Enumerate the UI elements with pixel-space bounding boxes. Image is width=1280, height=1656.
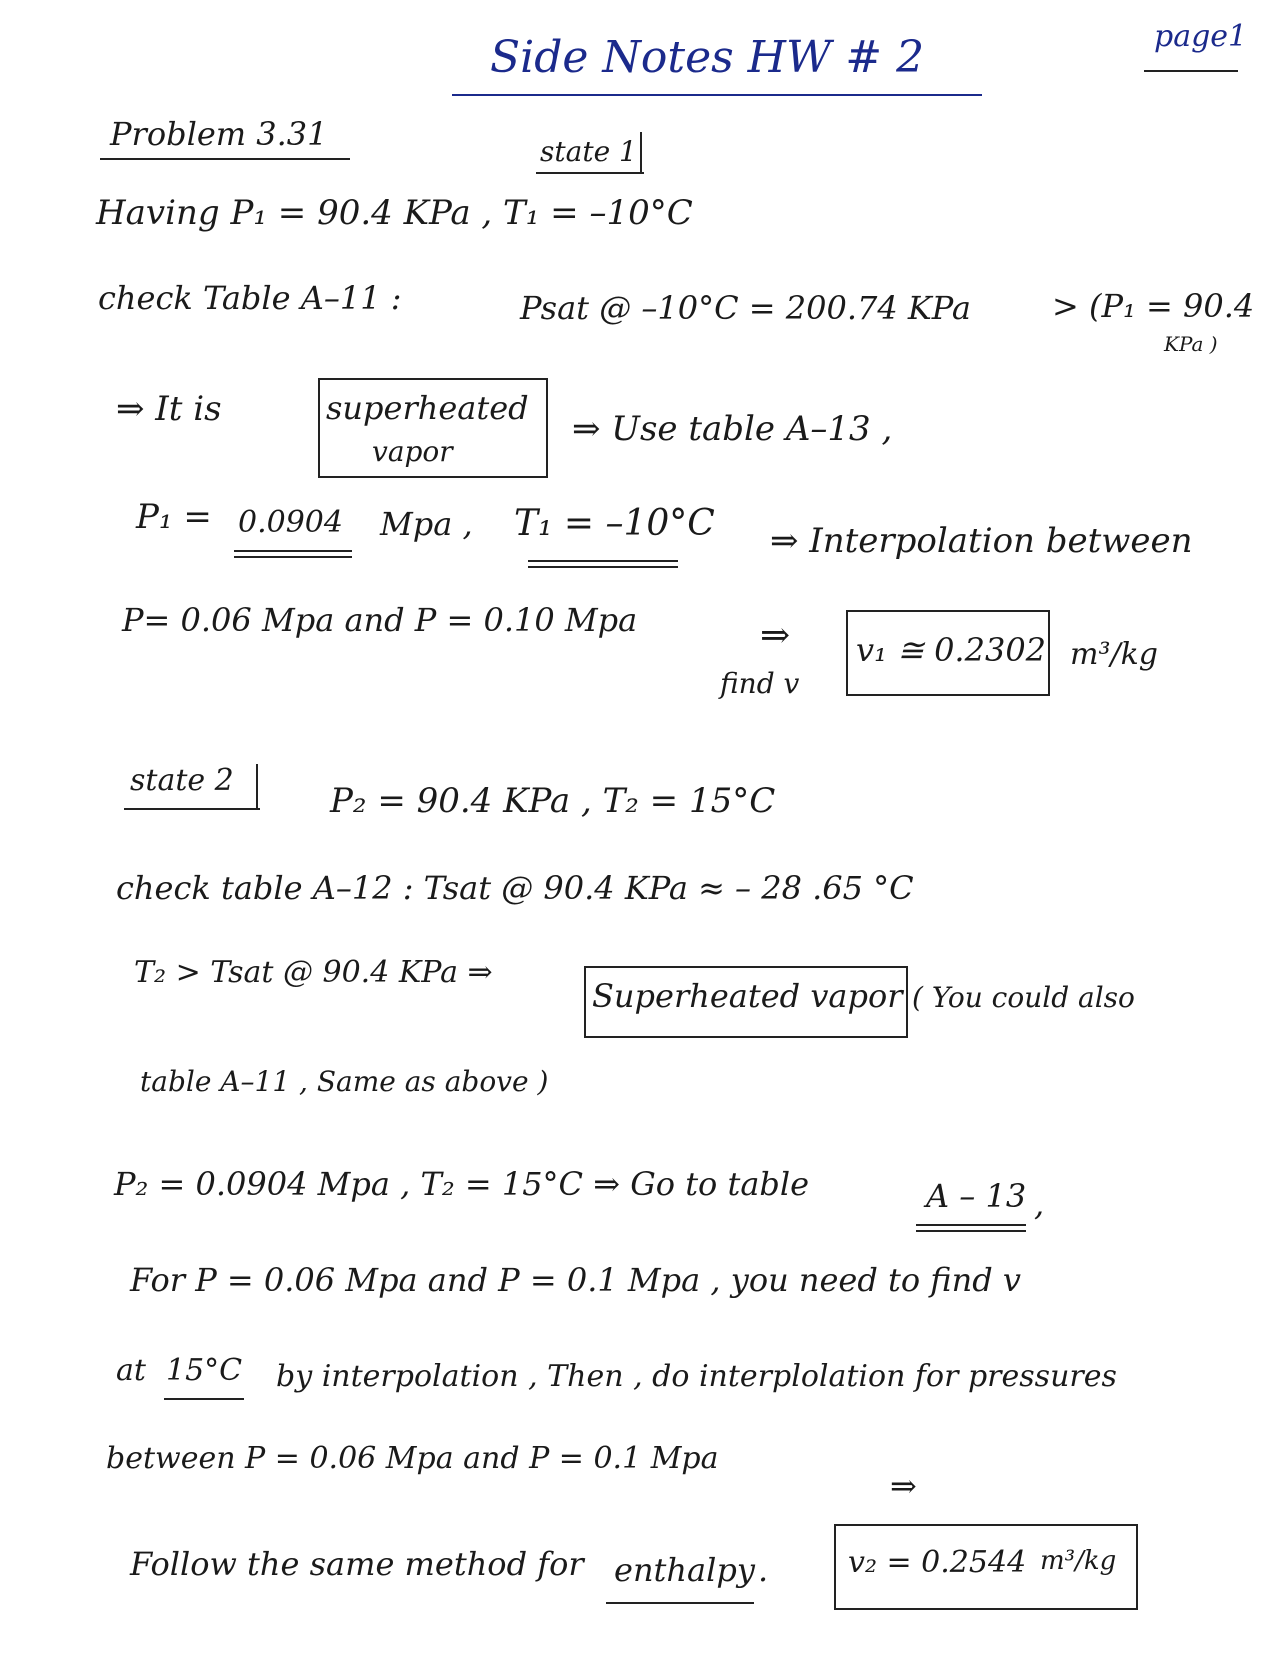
a13-underline: [916, 1224, 1026, 1226]
state2-at-lead: at: [116, 1353, 146, 1388]
state2-superheated: Superheated vapor: [592, 977, 903, 1015]
state2-given: P₂ = 90.4 KPa , T₂ = 15°C: [330, 781, 776, 821]
state1-find-v: find v: [720, 667, 800, 700]
problem-label: Problem 3.31: [110, 115, 328, 153]
state2-arrow: ⇒: [890, 1467, 917, 1505]
state2-a13-comma: ,: [1034, 1185, 1045, 1223]
state2-a13: A – 13: [926, 1177, 1027, 1215]
state1-it-is: ⇒ It is: [116, 389, 222, 429]
state1-label-tick: [640, 132, 642, 172]
state1-between: P= 0.06 Mpa and P = 0.10 Mpa: [122, 601, 638, 639]
state2-label-tick: [256, 764, 258, 808]
state2-label: state 2: [130, 763, 234, 798]
state1-use-table: ⇒ Use table A–13 ,: [572, 409, 893, 449]
state2-enthalpy: enthalpy: [614, 1551, 755, 1589]
state2-note2: table A–11 , Same as above ): [140, 1065, 549, 1098]
state1-check-compare: > (P₁ = 90.4: [1052, 287, 1255, 325]
state1-check-lhs: check Table A–11 :: [98, 279, 402, 317]
state1-result: v₁ ≅ 0.2302: [856, 631, 1047, 669]
t1-underline-2: [528, 566, 678, 568]
state2-result-unit: m³/kg: [1040, 1546, 1117, 1576]
state2-at-temp: 15°C: [166, 1353, 243, 1388]
page-number: page1: [1154, 19, 1248, 54]
state1-having: Having P₁ = 90.4 KPa , T₁ = –10°C: [96, 193, 693, 233]
state2-result: v₂ = 0.2544: [848, 1545, 1027, 1580]
at-temp-underline: [164, 1398, 244, 1400]
state1-label-underline: [536, 172, 644, 174]
title-underline: [452, 94, 982, 96]
state2-check: check table A–12 : Tsat @ 90.4 KPa ≈ – 28 .65 °C: [116, 869, 914, 907]
state1-check-unit: KPa ): [1164, 332, 1218, 356]
state2-between-line: between P = 0.06 Mpa and P = 0.1 Mpa: [106, 1441, 719, 1476]
state2-label-underline: [124, 808, 260, 810]
state1-p1-unit: Mpa ,: [380, 505, 473, 543]
state2-note1: ( You could also: [912, 981, 1135, 1014]
state1-result-unit: m³/kg: [1070, 637, 1158, 672]
page-number-underline: [1144, 70, 1238, 72]
state1-t1: T₁ = –10°C: [514, 503, 715, 544]
state1-vapor: vapor: [372, 435, 453, 468]
state1-label: state 1: [540, 135, 637, 168]
enthalpy-underline: [606, 1602, 754, 1604]
state1-p1-value: 0.0904: [238, 505, 343, 540]
state2-p2-line: P₂ = 0.0904 Mpa , T₂ = 15°C ⇒ Go to table: [114, 1165, 810, 1203]
state2-for-line: For P = 0.06 Mpa and P = 0.1 Mpa , you need to find v: [130, 1261, 1021, 1299]
t1-underline: [528, 560, 678, 562]
p1-value-underline: [234, 550, 352, 552]
state1-p1-lead: P₁ =: [136, 497, 212, 537]
state2-compare: T₂ > Tsat @ 90.4 KPa ⇒: [134, 955, 493, 990]
state1-interp: ⇒ Interpolation between: [770, 521, 1193, 561]
state2-follow-lead: Follow the same method for: [130, 1545, 584, 1583]
page-title: Side Notes HW # 2: [490, 32, 925, 83]
state2-period: .: [758, 1551, 769, 1589]
problem-underline: [100, 158, 350, 160]
state1-arrow: ⇒: [760, 615, 791, 656]
state2-at-rest: by interpolation , Then , do interplolation for pressures: [276, 1359, 1117, 1394]
state1-check-psat: Psat @ –10°C = 200.74 KPa: [520, 289, 971, 327]
p1-value-underline-2: [234, 556, 352, 558]
a13-underline-2: [916, 1230, 1026, 1232]
state1-superheated: superheated: [326, 389, 529, 427]
